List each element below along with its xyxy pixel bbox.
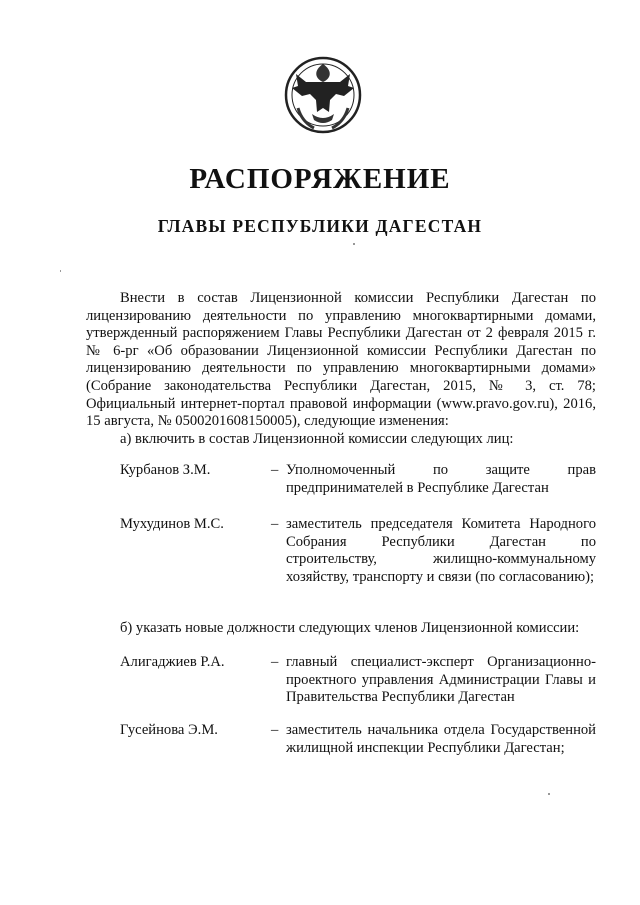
member-name: Гусейнова Э.М.: [120, 722, 218, 738]
member-position: заместитель начальника отдела Государственной жилищной инспекции Республики Дагестан;: [286, 722, 596, 756]
dash: –: [271, 516, 279, 532]
document-subtitle: ГЛАВЫ РЕСПУБЛИКИ ДАГЕСТАН: [157, 216, 483, 236]
dash: –: [271, 722, 279, 738]
intro-paragraph: Внести в состав Лицензионной комиссии Республики Дагестан по лицензированию деятельности по управлению многоквартирными домами, утвержденный распоряжением Главы Республики Дагестан от 2 февраля 2015 г. № 6-рг «Об образовании Лицензионной комиссии Республики Дагестан по лицензированию деятельности по управлению многоквартирными домами» (Собрание законодательства Республики Дагестан, 2015, № 3, ст. 78; Официальный интернет-портал правовой информации (www.pravo.gov.ru), 2016, 15 августа, № 0500201608150005), следующие изменения:: [86, 290, 596, 430]
member-name: Мухудинов М.С.: [120, 516, 224, 532]
member-position: главный специалист-эксперт Организационно-проектного управления Администрации Главы и Правительства Республики Дагестан: [286, 654, 596, 706]
item-a: а) включить в состав Лицензионной комиссии следующих лиц:: [120, 431, 514, 447]
dash: –: [271, 654, 279, 670]
member-position: Уполномоченный по защите прав предпринимателей в Республике Дагестан: [286, 462, 596, 496]
dash: –: [271, 462, 279, 478]
scan-speck: [353, 243, 355, 245]
member-name: Курбанов З.М.: [120, 462, 211, 478]
item-b: б) указать новые должности следующих членов Лицензионной комиссии:: [120, 620, 580, 636]
member-name: Алигаджиев Р.А.: [120, 654, 225, 670]
coat-of-arms-icon: [284, 52, 362, 138]
member-position: заместитель председателя Комитета Народного Собрания Республики Дагестан по строительству, жилищно-коммунальному хозяйству, транспорту и связи (по согласованию);: [286, 516, 596, 585]
document-title: РАСПОРЯЖЕНИЕ: [189, 163, 451, 195]
scan-speck: [60, 270, 61, 272]
scan-speck: [548, 793, 550, 795]
